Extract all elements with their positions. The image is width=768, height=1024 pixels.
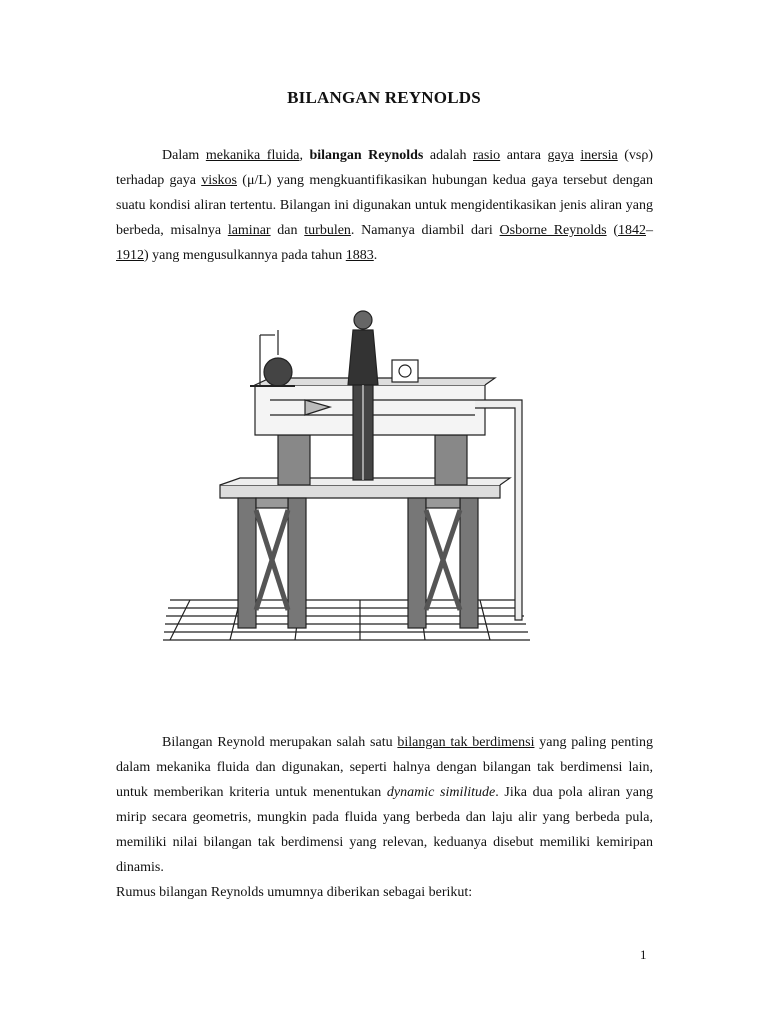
page-number: 1	[640, 947, 647, 962]
text: .	[373, 248, 378, 263]
link-rasio[interactable]: rasio	[472, 148, 501, 163]
link-1842[interactable]: 1842	[618, 223, 646, 238]
page-title: BILANGAN REYNOLDS	[287, 88, 481, 107]
paragraph-dimensionless	[116, 730, 653, 880]
link-1912[interactable]: 1912	[116, 248, 144, 263]
text: (vsρ) terhadap gaya	[116, 148, 654, 188]
link-bilangan-tak-berdimensi[interactable]: bilangan tak berdimensi	[397, 735, 535, 750]
term-bilangan-reynolds: bilangan Reynolds	[309, 148, 424, 163]
link-mekanika-fluida[interactable]: mekanika fluida	[205, 148, 300, 163]
paragraph-intro	[116, 143, 653, 268]
term-dynamic-similitude: dynamic similitude	[386, 785, 496, 800]
link-viskos[interactable]: viskos	[201, 173, 237, 188]
paragraph-formula-intro: Rumus bilangan Reynolds umumnya diberikan sebagai berikut:	[116, 885, 473, 900]
text: ,	[299, 148, 310, 163]
text: yang paling penting dalam mekanika fluida dan digunakan, seperti halnya dengan bilangan tak berdimensi lain, untuk memberikan kriteria untuk menentukan	[116, 735, 653, 800]
text: dan	[270, 223, 305, 238]
link-gaya[interactable]: gaya	[547, 148, 574, 163]
text: . Namanya diambil dari	[350, 223, 500, 238]
link-osborne-reynolds[interactable]: Osborne Reynolds	[499, 223, 607, 238]
text: antara	[500, 148, 548, 163]
text: –	[646, 223, 653, 238]
text: ) yang mengusulkannya pada tahun	[144, 248, 346, 263]
text: . Jika dua pola aliran yang mirip secara geometris, mungkin pada fluida yang berbeda dan laju alir yang berbeda pula, memiliki nilai bilangan tak berdimensi yang relevan, keduanya disebut memiliki kemiripan dinamis.	[116, 785, 654, 875]
text: adalah	[423, 148, 473, 163]
text: (	[606, 223, 618, 238]
text: (μ/L) yang mengkuantifikasikan hubungan kedua gaya tersebut dengan suatu kondisi aliran tertentu. Bilangan ini digunakan untuk mengidentikasikan jenis aliran yang berbeda, misalnya	[116, 173, 654, 238]
link-inersia[interactable]: inersia	[580, 148, 618, 163]
link-turbulen[interactable]: turbulen	[304, 223, 351, 238]
text: Dalam	[162, 148, 206, 163]
link-laminar[interactable]: laminar	[227, 223, 271, 238]
text: Bilangan Reynold merupakan salah satu	[162, 735, 398, 750]
link-1883[interactable]: 1883	[345, 248, 374, 263]
reynolds-apparatus-illustration	[160, 300, 560, 680]
